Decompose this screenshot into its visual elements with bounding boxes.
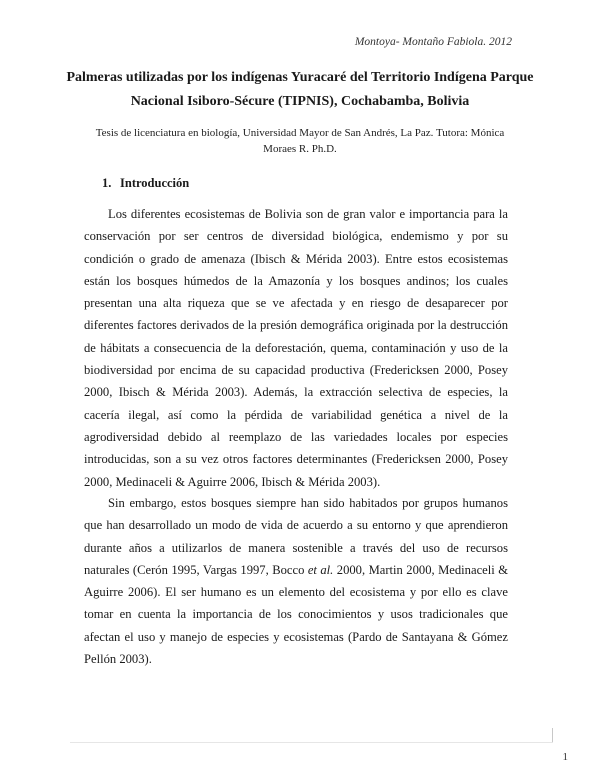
paragraph-1-body: Los diferentes ecosistemas de Bolivia son de gran valor e importancia para la conservación por ser centros de diversidad biológica, endemismo y por su condición o grado de amenaza (Ibisch & Mérida 2003). Entre estos ecosistemas están los bosques húmedos de la Amazonía y los bosques andinos; los cuales presentan una alta riqueza que se ve afectada y en riesgo de desaparecer por diferentes factores derivados de la presión demográfica originada por la destrucción de hábitats a consecuencia de la deforestación, quema, contaminación y uso de la biodiversidad por encima de su capacidad productiva (Fredericksen 2000, Posey 2000, Ibisch & Mérida 2003). Además, la extracción selectiva de especies, la cacería ilegal, así como la pérdida de variabilidad genética a nivel de la agrodiversidad debido al reemplazo de las variedades locales por especies introducidas, son a su vez otros factores determinantes (Fredericksen 2000, Posey 2000, Medinaceli & Aguirre 2006, Ibisch & Mérida 2003). — [84, 207, 508, 489]
document-subtitle: Tesis de licenciatura en biología, Universidad Mayor de San Andrés, La Paz. Tutora: Mónica Moraes R. Ph.D. — [95, 127, 505, 155]
running-header-author: Montoya- Montaño Fabiola. 2012 — [354, 36, 512, 48]
footer-divider — [70, 742, 553, 743]
section-number: 1. — [102, 176, 112, 190]
document-title: Palmeras utilizadas por los indígenas Yuracaré del Territorio Indígena Parque Nacional Isiboro-Sécure (TIPNIS), Cochabamba, Bolivia — [66, 70, 534, 109]
paragraph-1-text — [84, 203, 508, 493]
page-number: 1 — [562, 751, 568, 763]
footer-divider-tick — [552, 728, 553, 742]
section-heading — [102, 176, 189, 191]
paragraph-2-body: Sin embargo, estos bosques siempre han sido habitados por grupos humanos que han desarrollado un modo de vida de acuerdo a su entorno y que aprendieron durante años a utilizarlos de manera sostenible a través del uso de recursos naturales (Cerón 1995, Vargas 1997, Bocco — [84, 496, 508, 577]
paragraph-2 — [84, 492, 508, 670]
paragraph-2-text — [84, 492, 508, 670]
paragraph-2-tail: 2000, Martin 2000, Medinaceli & Aguirre 2006). El ser humano es un elemento del ecosistema y por ello es clave tomar en cuenta la importancia de los conocimientos y usos tradicionales que afectan el uso y manejo de especies y ecosistemas (Pardo de Santayana & Gómez Pellón 2003). — [84, 562, 508, 667]
section-title: Introducción — [120, 176, 190, 190]
paragraph-2-italic: et al. — [307, 562, 334, 577]
paragraph-1 — [84, 203, 508, 493]
